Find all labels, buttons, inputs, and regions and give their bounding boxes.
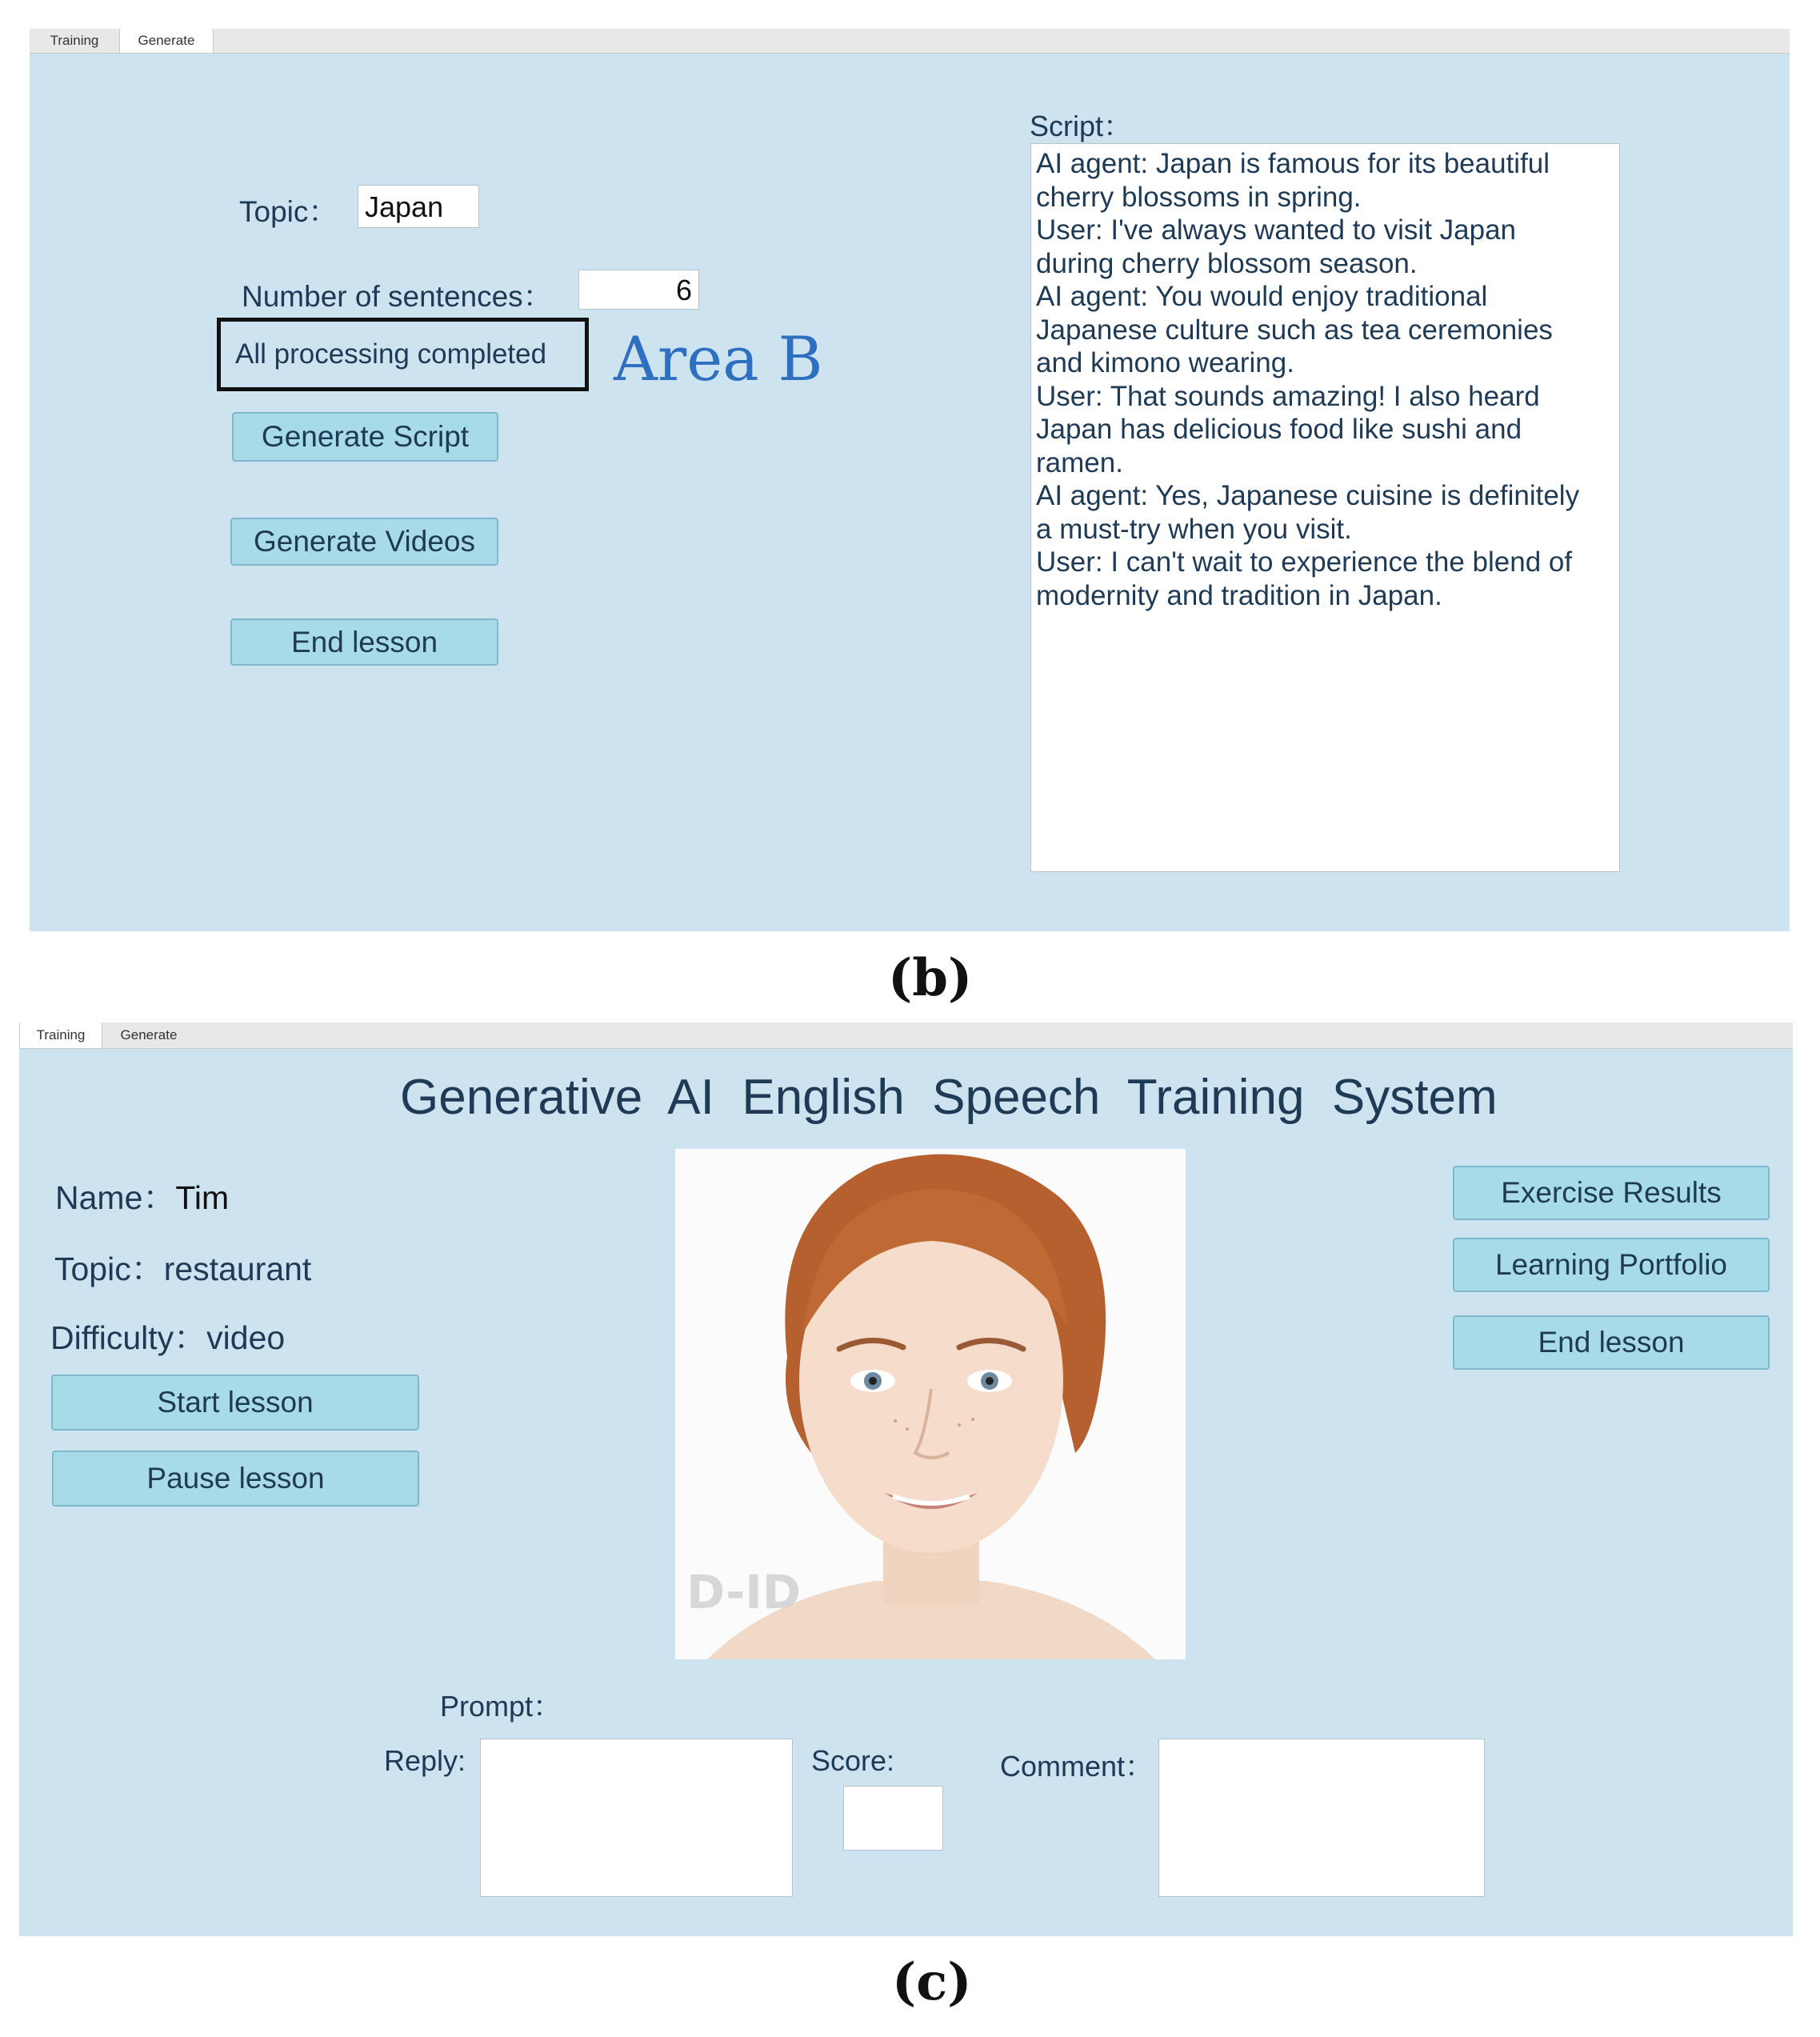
training-content	[19, 1049, 1793, 1936]
difficulty-label: Difficulty：	[50, 1319, 207, 1356]
generate-videos-button[interactable]: Generate Videos	[230, 518, 498, 566]
difficulty-row	[50, 1311, 285, 1359]
pause-lesson-button[interactable]: Pause lesson	[52, 1451, 419, 1507]
script-line: Japan has delicious food like sushi and	[1036, 414, 1522, 445]
caption-c: (c)	[892, 1952, 972, 2012]
status-box	[217, 318, 589, 391]
tab-training[interactable]: Training	[50, 33, 99, 48]
script-line: modernity and tradition in Japan.	[1036, 579, 1442, 611]
num-sentences-value: 6	[675, 274, 692, 306]
script-textarea[interactable]	[1030, 143, 1620, 872]
topic-label: Topic：	[239, 195, 338, 228]
script-lines	[1036, 147, 1614, 612]
script-label: Script：	[1030, 110, 1133, 142]
script-line: ramen.	[1036, 446, 1123, 478]
panel-c	[19, 1023, 1793, 1936]
topic-row	[54, 1243, 311, 1290]
num-sentences-input[interactable]	[578, 270, 699, 310]
tab-training[interactable]: Training	[19, 1023, 102, 1048]
script-line: User: That sounds amazing! I also heard	[1036, 380, 1540, 412]
name-label: Name：	[55, 1179, 176, 1216]
caption-b: (b)	[888, 948, 973, 1008]
script-line: cherry blossoms in spring.	[1036, 181, 1362, 213]
score-label: Score:	[811, 1744, 895, 1777]
area-b-annotation: Area B	[614, 323, 823, 394]
end-lesson-button[interactable]: End lesson	[230, 618, 498, 666]
script-line: AI agent: Yes, Japanese cuisine is definitely	[1036, 480, 1580, 511]
tab-bar	[19, 1023, 1793, 1049]
tab-generate[interactable]: Generate	[120, 1027, 178, 1043]
comment-label: Comment：	[1000, 1750, 1154, 1783]
score-box[interactable]	[843, 1786, 943, 1851]
end-lesson-button[interactable]: End lesson	[1453, 1315, 1770, 1370]
topic-value: restaurant	[163, 1251, 312, 1287]
exercise-results-button[interactable]: Exercise Results	[1453, 1166, 1770, 1220]
avatar-video	[675, 1149, 1186, 1659]
name-row	[55, 1171, 229, 1219]
learning-portfolio-button[interactable]: Learning Portfolio	[1453, 1238, 1770, 1292]
script-line: User: I can't wait to experience the blend of	[1036, 546, 1573, 578]
reply-label: Reply:	[384, 1744, 466, 1777]
topic-label: Topic：	[54, 1251, 164, 1287]
script-line: AI agent: Japan is famous for its beautiful	[1036, 148, 1550, 179]
status-text: All processing completed	[235, 338, 547, 370]
script-line: a must-try when you visit.	[1036, 513, 1352, 545]
generate-content	[30, 54, 1790, 931]
prompt-label: Prompt：	[440, 1690, 562, 1723]
reply-box[interactable]	[480, 1739, 793, 1897]
did-watermark: D-ID	[686, 1565, 802, 1619]
comment-box[interactable]	[1158, 1739, 1485, 1897]
script-line: and kimono wearing.	[1036, 347, 1294, 378]
generate-script-button[interactable]: Generate Script	[232, 412, 498, 462]
topic-input[interactable]	[358, 185, 479, 228]
panel-b	[30, 29, 1790, 931]
script-line: during cherry blossom season.	[1036, 247, 1418, 279]
tab-bar	[30, 29, 1790, 54]
num-sentences-label: Number of sentences：	[242, 280, 553, 313]
tab-generate[interactable]: Generate	[119, 29, 214, 53]
script-line: User: I've always wanted to visit Japan	[1036, 214, 1517, 246]
app-title: Generative AI English Speech Training System	[400, 1070, 1498, 1125]
difficulty-value: video	[206, 1319, 286, 1356]
name-value: Tim	[175, 1179, 230, 1216]
script-line: Japanese culture such as tea ceremonies	[1036, 314, 1553, 346]
start-lesson-button[interactable]: Start lesson	[51, 1375, 419, 1431]
script-line: AI agent: You would enjoy traditional	[1036, 281, 1488, 312]
topic-input-value: Japan	[365, 190, 444, 223]
